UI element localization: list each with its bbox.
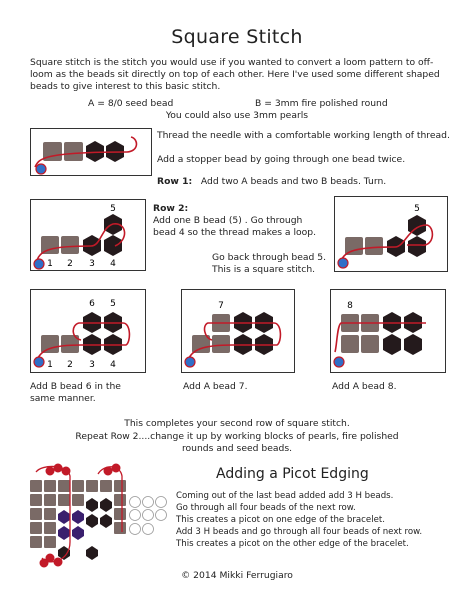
repeat-text: Repeat Row 2....change it up by working blocks of pearls, fire polished rounds and seed beads. xyxy=(75,431,399,454)
page-title: Square Stitch xyxy=(171,26,303,48)
svg-text:7: 7 xyxy=(218,301,224,311)
picot-instructions xyxy=(176,490,466,550)
row2-beads-illustration xyxy=(31,200,147,272)
caption-bead8: Add A bead 8. xyxy=(332,381,397,392)
pearls-note: You could also use 3mm pearls xyxy=(165,110,309,121)
diagram-bead7 xyxy=(181,289,295,373)
diagram-bead8 xyxy=(330,289,446,373)
stopper-bead xyxy=(36,164,46,174)
diagram-bead6 xyxy=(30,289,146,373)
svg-text:6: 6 xyxy=(89,299,95,309)
svg-text:5: 5 xyxy=(110,299,116,309)
bead-b-def: B = 3mm fire polished round xyxy=(255,98,388,109)
completes-text: This completes your second row of square stitch. xyxy=(124,418,350,429)
picot-beads xyxy=(28,462,168,572)
bead-number-label: 2 xyxy=(67,259,73,269)
row1-beads-illustration xyxy=(31,129,153,177)
picot-line: This creates a picot on the other edge of the bracelet. xyxy=(176,539,409,549)
bead-a xyxy=(64,142,83,161)
svg-text:4: 4 xyxy=(110,360,116,370)
picot-line: This creates a picot on one edge of the bracelet. xyxy=(176,515,385,525)
picot-illustration xyxy=(28,462,168,572)
diagram-row2-square xyxy=(334,196,448,272)
intro-text: Square stitch is the stitch you would use if you wanted to convert a loom pattern to off-loom as the beads sit directly on top of each other. Here I've used some different shaped beads to give interest to this basic stitch. xyxy=(30,57,440,92)
step2-text2: Go back through bead 5. This is a square stitch. xyxy=(212,252,327,275)
picot-title: Adding a Picot Edging xyxy=(216,466,369,482)
caption-bead7: Add A bead 7. xyxy=(183,381,248,392)
step1-text2: Add a stopper bead by going through one bead twice. xyxy=(157,154,406,165)
row1-text: Add two A beads and two B beads. Turn. xyxy=(200,176,387,187)
step2-text: Add one B bead (5) . Go through bead 4 so the thread makes a loop. xyxy=(153,215,317,238)
bead-number-label: 3 xyxy=(89,259,95,269)
row1-label: Row 1: xyxy=(157,176,193,187)
caption-bead6: Add B bead 6 in the same manner. xyxy=(30,381,121,404)
bead-number-label: 1 xyxy=(47,259,53,269)
step1-text: Thread the needle with a comfortable working length of thread. xyxy=(157,130,450,141)
row1-line xyxy=(157,176,457,188)
copyright-footer: © 2014 Mikki Ferrugiaro xyxy=(181,570,293,581)
bead-number-label: 5 xyxy=(414,204,420,214)
svg-text:8: 8 xyxy=(347,301,353,311)
bead-number-label: 4 xyxy=(110,259,116,269)
svg-text:3: 3 xyxy=(89,360,95,370)
diagram-row1 xyxy=(30,128,152,176)
bead-a-def: A = 8/0 seed bead xyxy=(88,98,174,109)
diagram-row2-bead5 xyxy=(30,199,146,271)
picot-line: Go through all four beads of the next row. xyxy=(176,503,356,513)
svg-text:1: 1 xyxy=(47,360,53,370)
picot-line: Add 3 H beads and go through all four beads of next row. xyxy=(176,527,423,537)
svg-text:2: 2 xyxy=(67,360,73,370)
bead-number-label: 5 xyxy=(110,204,116,214)
picot-line: Coming out of the last bead added add 3 H beads. xyxy=(176,491,394,501)
row2-label: Row 2: xyxy=(153,203,189,214)
